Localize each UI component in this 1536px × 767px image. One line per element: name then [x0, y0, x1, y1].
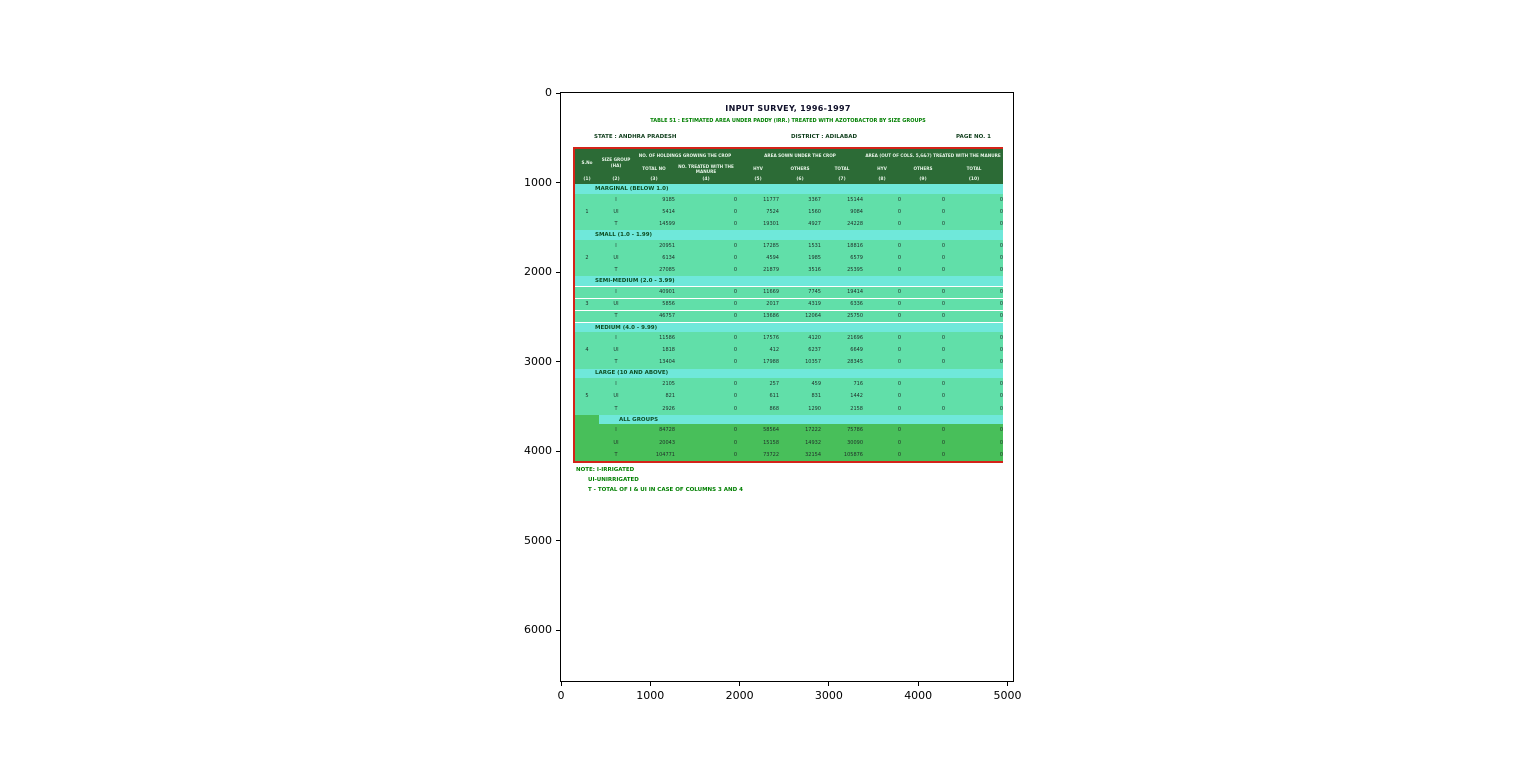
value-cell: 0: [675, 310, 737, 322]
table-notes: [576, 465, 743, 496]
table-row: [575, 344, 1003, 356]
value-cell: 28345: [821, 356, 863, 368]
value-cell: 15158: [737, 437, 779, 449]
x-tick-label: 4000: [904, 689, 933, 702]
table-row: [575, 206, 1003, 218]
x-tick-mark: [918, 681, 919, 686]
y-tick-mark: [556, 451, 561, 452]
table-row: [575, 356, 1003, 368]
value-cell: 0: [675, 332, 737, 344]
value-cell: 0: [945, 206, 1003, 218]
header-area-sown-group: AREA SOWN UNDER THE CROP: [737, 149, 863, 162]
value-cell: 0: [675, 218, 737, 230]
sno-cell: [575, 449, 599, 461]
irrigation-row-label: UI: [599, 390, 633, 402]
irrigation-row-label: I: [599, 194, 633, 206]
table-row: [575, 390, 1003, 402]
value-cell: 1985: [779, 252, 821, 264]
irrigation-row-label: UI: [599, 298, 633, 310]
group-label: MEDIUM (4.0 - 9.99): [575, 322, 1003, 332]
value-cell: 0: [901, 424, 945, 436]
note-line: NOTE: I-IRRIGATED: [576, 467, 635, 473]
irrigation-row-label: UI: [599, 344, 633, 356]
value-cell: 0: [945, 194, 1003, 206]
value-cell: 46757: [633, 310, 675, 322]
table-row: [575, 378, 1003, 390]
document-title: INPUT SURVEY, 1996-1997: [725, 104, 851, 113]
header-hyv-treated: HYV: [863, 162, 901, 176]
value-cell: 0: [945, 310, 1003, 322]
value-cell: 21879: [737, 264, 779, 276]
column-number-9: (9): [901, 176, 945, 184]
sno-cell: [575, 194, 599, 206]
value-cell: 0: [863, 194, 901, 206]
value-cell: 0: [901, 194, 945, 206]
value-cell: 0: [863, 264, 901, 276]
value-cell: 0: [675, 403, 737, 415]
value-cell: 0: [901, 218, 945, 230]
value-cell: 7524: [737, 206, 779, 218]
sno-cell: [575, 437, 599, 449]
group-label: MARGINAL (BELOW 1.0): [575, 184, 1003, 194]
value-cell: 10357: [779, 356, 821, 368]
value-cell: 6237: [779, 344, 821, 356]
column-number-5: (5): [737, 176, 779, 184]
value-cell: 0: [863, 437, 901, 449]
value-cell: 3516: [779, 264, 821, 276]
x-tick-mark: [739, 681, 740, 686]
value-cell: 1560: [779, 206, 821, 218]
column-number-8: (8): [863, 176, 901, 184]
irrigation-row-label: I: [599, 424, 633, 436]
value-cell: 14599: [633, 218, 675, 230]
table-row: [575, 449, 1003, 461]
column-number-4: (4): [675, 176, 737, 184]
value-cell: 0: [675, 298, 737, 310]
value-cell: 0: [675, 264, 737, 276]
column-number-1: (1): [575, 176, 599, 184]
value-cell: 2105: [633, 378, 675, 390]
value-cell: 27085: [633, 264, 675, 276]
y-tick-label: 1000: [524, 175, 552, 189]
value-cell: 0: [945, 286, 1003, 298]
value-cell: 0: [863, 310, 901, 322]
sno-cell: [575, 424, 599, 436]
value-cell: 0: [901, 356, 945, 368]
value-cell: 5856: [633, 298, 675, 310]
value-cell: 11669: [737, 286, 779, 298]
value-cell: 868: [737, 403, 779, 415]
x-tick-label: 0: [557, 689, 565, 702]
irrigation-row-label: T: [599, 403, 633, 415]
value-cell: 24228: [821, 218, 863, 230]
group-label-row: [575, 276, 1003, 286]
value-cell: 0: [945, 252, 1003, 264]
sno-cell: [575, 286, 599, 298]
value-cell: 0: [675, 378, 737, 390]
value-cell: 0: [945, 344, 1003, 356]
value-cell: 0: [863, 378, 901, 390]
header-total-treated: TOTAL: [945, 162, 1003, 176]
value-cell: 12064: [779, 310, 821, 322]
x-tick-mark: [650, 681, 651, 686]
value-cell: 19414: [821, 286, 863, 298]
value-cell: 459: [779, 378, 821, 390]
group-label: SMALL (1.0 - 1.99): [575, 230, 1003, 240]
value-cell: 0: [863, 344, 901, 356]
value-cell: 0: [901, 298, 945, 310]
value-cell: 0: [901, 252, 945, 264]
value-cell: 73722: [737, 449, 779, 461]
value-cell: 0: [863, 206, 901, 218]
value-cell: 5414: [633, 206, 675, 218]
value-cell: 0: [901, 378, 945, 390]
irrigation-row-label: UI: [599, 252, 633, 264]
value-cell: 13404: [633, 356, 675, 368]
table-row: [575, 264, 1003, 276]
value-cell: 0: [945, 332, 1003, 344]
survey-table: [575, 149, 1003, 461]
value-cell: 0: [945, 449, 1003, 461]
value-cell: 11777: [737, 194, 779, 206]
value-cell: 19301: [737, 218, 779, 230]
value-cell: 0: [863, 252, 901, 264]
x-tick-label: 3000: [814, 689, 843, 702]
header-others-treated: OTHERS: [901, 162, 945, 176]
header-total-no: TOTAL NO: [633, 162, 675, 176]
value-cell: 0: [945, 437, 1003, 449]
value-cell: 831: [779, 390, 821, 402]
sno-cell: [575, 264, 599, 276]
irrigation-row-label: I: [599, 286, 633, 298]
value-cell: 0: [675, 286, 737, 298]
column-number-2: (2): [599, 176, 633, 184]
value-cell: 0: [901, 286, 945, 298]
table-row: [575, 252, 1003, 264]
value-cell: 18816: [821, 240, 863, 252]
value-cell: 0: [945, 424, 1003, 436]
value-cell: 4120: [779, 332, 821, 344]
table-row: [575, 286, 1003, 298]
value-cell: 0: [901, 264, 945, 276]
value-cell: 0: [901, 437, 945, 449]
value-cell: 0: [901, 206, 945, 218]
value-cell: 4927: [779, 218, 821, 230]
header-area-treated-group: AREA (OUT OF COLS. 5,6&7) TREATED WITH THE MANURE: [863, 149, 1003, 162]
header-no-treated: NO. TREATED WITH THE MANURE: [675, 162, 737, 176]
survey-table-border: [573, 147, 1003, 463]
table-body: [575, 184, 1003, 461]
y-tick-mark: [556, 361, 561, 362]
value-cell: 17222: [779, 424, 821, 436]
value-cell: 0: [901, 240, 945, 252]
x-tick-mark: [828, 681, 829, 686]
y-tick-mark: [556, 272, 561, 273]
value-cell: 0: [863, 286, 901, 298]
column-numbers-row: [575, 176, 1003, 184]
value-cell: 21696: [821, 332, 863, 344]
value-cell: 821: [633, 390, 675, 402]
value-cell: 0: [945, 240, 1003, 252]
column-number-7: (7): [821, 176, 863, 184]
value-cell: 0: [901, 403, 945, 415]
value-cell: 0: [945, 218, 1003, 230]
document-header-line: [573, 134, 1003, 144]
x-tick-label: 5000: [993, 689, 1022, 702]
value-cell: 0: [901, 449, 945, 461]
value-cell: 0: [863, 356, 901, 368]
header-size-group: SIZE GROUP (HA): [599, 149, 633, 176]
value-cell: 2926: [633, 403, 675, 415]
value-cell: 0: [945, 403, 1003, 415]
table-row: [575, 424, 1003, 436]
value-cell: 257: [737, 378, 779, 390]
sno-cell: 1: [575, 206, 599, 218]
table-header: [575, 149, 1003, 184]
value-cell: 17576: [737, 332, 779, 344]
value-cell: 1818: [633, 344, 675, 356]
irrigation-row-label: T: [599, 264, 633, 276]
value-cell: 4319: [779, 298, 821, 310]
value-cell: 0: [675, 194, 737, 206]
note-line: UI-UNIRRIGATED: [588, 477, 639, 484]
sno-cell: [575, 310, 599, 322]
value-cell: 0: [863, 390, 901, 402]
header-sno: S.No: [575, 149, 599, 176]
state-label: STATE : ANDHRA PRADESH: [594, 134, 677, 140]
note-line: T - TOTAL OF I & UI IN CASE OF COLUMNS 3 AND 4: [588, 487, 743, 494]
sno-cell: 2: [575, 252, 599, 264]
value-cell: 32154: [779, 449, 821, 461]
table-row: [575, 332, 1003, 344]
value-cell: 0: [945, 298, 1003, 310]
sno-cell: [575, 378, 599, 390]
value-cell: 1531: [779, 240, 821, 252]
x-tick-label: 2000: [725, 689, 754, 702]
value-cell: 0: [675, 449, 737, 461]
page-number-label: PAGE NO. 1: [956, 134, 991, 140]
value-cell: 20043: [633, 437, 675, 449]
value-cell: 0: [675, 206, 737, 218]
column-number-10: (10): [945, 176, 1003, 184]
value-cell: 0: [901, 344, 945, 356]
value-cell: 0: [675, 356, 737, 368]
value-cell: 11586: [633, 332, 675, 344]
sno-cell: 4: [575, 344, 599, 356]
value-cell: 0: [863, 449, 901, 461]
group-label-row: [575, 369, 1003, 379]
y-tick-mark: [556, 93, 561, 94]
value-cell: 6336: [821, 298, 863, 310]
plot-axes: [524, 86, 1022, 702]
value-cell: 1442: [821, 390, 863, 402]
value-cell: 0: [901, 332, 945, 344]
header-holdings-group: NO. OF HOLDINGS GROWING THE CROP: [633, 149, 737, 162]
x-tick-mark: [561, 681, 562, 686]
value-cell: 20951: [633, 240, 675, 252]
value-cell: 0: [945, 356, 1003, 368]
irrigation-row-label: T: [599, 356, 633, 368]
y-tick-mark: [556, 540, 561, 541]
value-cell: 0: [863, 403, 901, 415]
value-cell: 2017: [737, 298, 779, 310]
irrigation-row-label: T: [599, 310, 633, 322]
value-cell: 0: [675, 252, 737, 264]
district-label: DISTRICT : ADILABAD: [791, 134, 858, 140]
value-cell: 2158: [821, 403, 863, 415]
sno-cell: [575, 218, 599, 230]
value-cell: 0: [863, 298, 901, 310]
irrigation-row-label: I: [599, 332, 633, 344]
value-cell: 7745: [779, 286, 821, 298]
value-cell: 0: [945, 264, 1003, 276]
value-cell: 6579: [821, 252, 863, 264]
y-tick-label: 6000: [524, 623, 552, 636]
sno-cell: [575, 356, 599, 368]
group-label: LARGE (10 AND ABOVE): [575, 369, 1003, 379]
value-cell: 15144: [821, 194, 863, 206]
value-cell: 4594: [737, 252, 779, 264]
x-tick-label: 1000: [636, 689, 665, 702]
value-cell: 3367: [779, 194, 821, 206]
irrigation-row-label: I: [599, 240, 633, 252]
group-label-row: [575, 415, 1003, 425]
table-row: [575, 194, 1003, 206]
y-tick-label: 5000: [524, 533, 552, 547]
sno-cell: 3: [575, 298, 599, 310]
value-cell: 0: [863, 240, 901, 252]
value-cell: 0: [863, 332, 901, 344]
value-cell: 0: [901, 390, 945, 402]
header-total: TOTAL: [821, 162, 863, 176]
y-tick-label: 2000: [524, 265, 552, 278]
value-cell: 13686: [737, 310, 779, 322]
value-cell: 0: [675, 344, 737, 356]
group-sno-cell: [575, 415, 599, 425]
value-cell: 17988: [737, 356, 779, 368]
sno-cell: [575, 332, 599, 344]
group-label-row: [575, 184, 1003, 194]
table-row: [575, 310, 1003, 322]
value-cell: 0: [675, 390, 737, 402]
document-subtitle: TABLE 51 : ESTIMATED AREA UNDER PADDY (IRR.) TREATED WITH AZOTOBACTOR BY SIZE GROUPS: [650, 118, 926, 124]
value-cell: 716: [821, 378, 863, 390]
value-cell: 30090: [821, 437, 863, 449]
irrigation-row-label: UI: [599, 206, 633, 218]
group-label-row: [575, 322, 1003, 332]
value-cell: 0: [675, 424, 737, 436]
value-cell: 0: [901, 310, 945, 322]
table-row: [575, 218, 1003, 230]
value-cell: 25395: [821, 264, 863, 276]
irrigation-row-label: T: [599, 218, 633, 230]
irrigation-row-label: UI: [599, 437, 633, 449]
value-cell: 0: [945, 390, 1003, 402]
sno-cell: 5: [575, 390, 599, 402]
y-tick-mark: [556, 182, 561, 183]
value-cell: 9084: [821, 206, 863, 218]
value-cell: 0: [675, 240, 737, 252]
value-cell: 58564: [737, 424, 779, 436]
column-number-6: (6): [779, 176, 821, 184]
value-cell: 412: [737, 344, 779, 356]
group-label: SEMI-MEDIUM (2.0 - 3.99): [575, 276, 1003, 286]
x-tick-mark: [1007, 681, 1008, 686]
y-tick-label: 4000: [524, 444, 552, 457]
value-cell: 6134: [633, 252, 675, 264]
value-cell: 0: [863, 218, 901, 230]
table-row: [575, 437, 1003, 449]
value-cell: 611: [737, 390, 779, 402]
sno-cell: [575, 403, 599, 415]
value-cell: 40901: [633, 286, 675, 298]
y-tick-mark: [556, 630, 561, 631]
table-row: [575, 403, 1003, 415]
value-cell: 17285: [737, 240, 779, 252]
value-cell: 104771: [633, 449, 675, 461]
value-cell: 84728: [633, 424, 675, 436]
irrigation-row-label: I: [599, 378, 633, 390]
value-cell: 14932: [779, 437, 821, 449]
value-cell: 25750: [821, 310, 863, 322]
header-hyv: HYV: [737, 162, 779, 176]
column-number-3: (3): [633, 176, 675, 184]
table-row: [575, 240, 1003, 252]
value-cell: 105876: [821, 449, 863, 461]
value-cell: 75786: [821, 424, 863, 436]
value-cell: 6649: [821, 344, 863, 356]
header-others: OTHERS: [779, 162, 821, 176]
value-cell: 0: [675, 437, 737, 449]
value-cell: 0: [863, 424, 901, 436]
value-cell: 9185: [633, 194, 675, 206]
sno-cell: [575, 240, 599, 252]
group-label-row: [575, 230, 1003, 240]
table-row: [575, 298, 1003, 310]
group-label: ALL GROUPS: [599, 415, 1003, 425]
value-cell: 1290: [779, 403, 821, 415]
y-tick-label: 3000: [524, 354, 552, 368]
irrigation-row-label: T: [599, 449, 633, 461]
value-cell: 0: [945, 378, 1003, 390]
y-tick-label: 0: [545, 86, 552, 99]
